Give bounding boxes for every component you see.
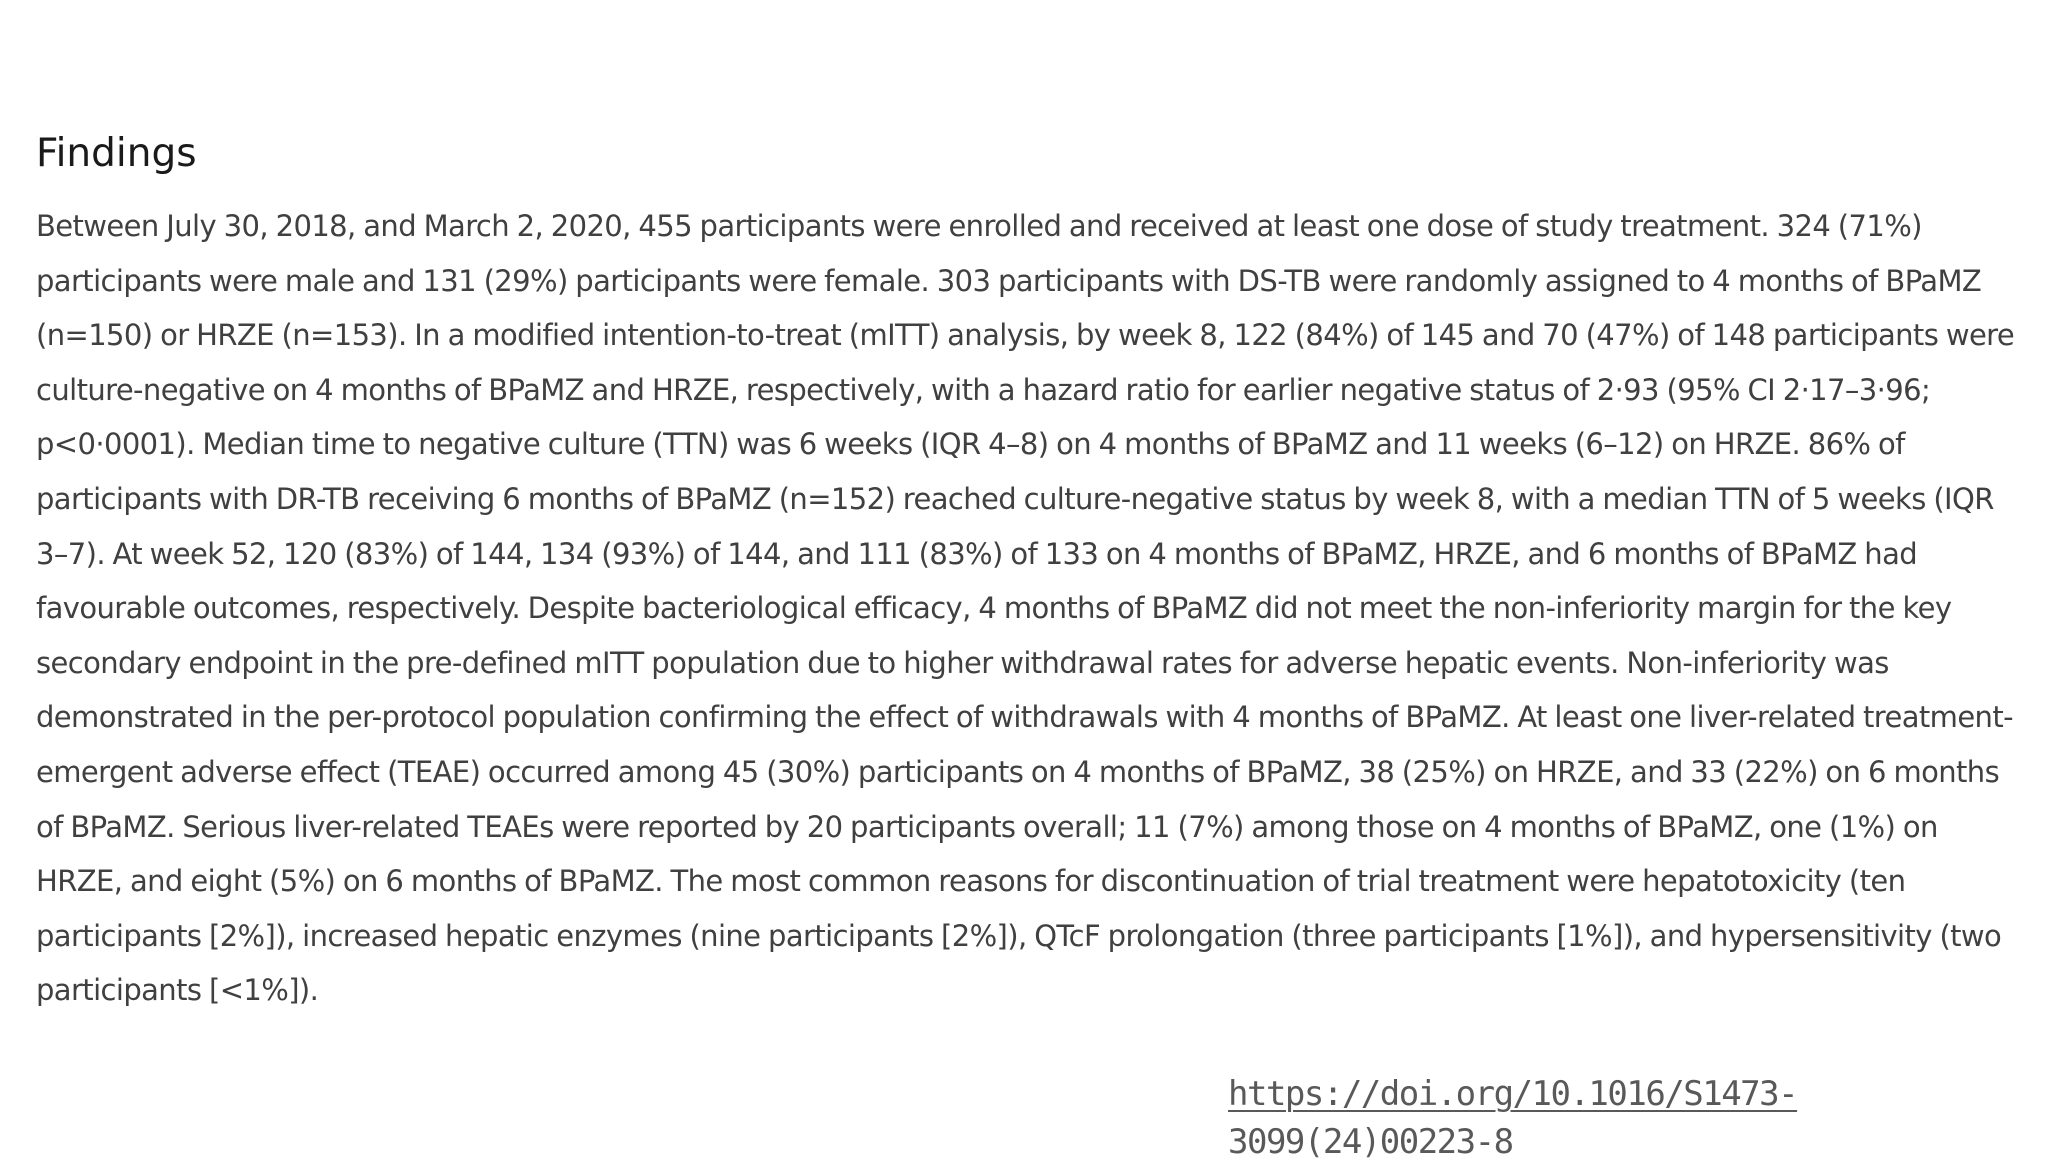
section-heading: Findings [36, 131, 197, 176]
findings-paragraph: Between July 30, 2018, and March 2, 2020, 455 participants were enrolled and received at least one dose of study treatment. 324 (71%) participants were male and 131 (29%) participants were female. 303 participants with DS-TB were randomly assigned to 4 months of BPaMZ (n=150) or HRZE (n=153). In a modified intention-to-treat (mITT) analysis, by week 8, 122 (84%) of 145 and 70 (47%) of 148 participants were culture-negative on 4 months of BPaMZ and HRZE, respectively, with a hazard ratio for earlier negative status of 2·93 (95% CI 2·17–3·96; p<0·0001). Median time to negative culture (TTN) was 6 weeks (IQR 4–8) on 4 months of BPaMZ and 11 weeks (6–12) on HRZE. 86% of participants with DR-TB receiving 6 months of BPaMZ (n=152) reached culture-negative status by week 8, with a median TTN of 5 weeks (IQR 3–7). At week 52, 120 (83%) of 144, 134 (93%) of 144, and 111 (83%) of 133 on 4 months of BPaMZ, HRZE, and 6 months of BPaMZ had favourable outcomes, respectively. Despite bacteriological efficacy, 4 months of BPaMZ did not meet the non-inferiority margin for the key secondary endpoint in the pre-defined mITT population due to higher withdrawal rates for adverse hepatic events. Non-inferiority was demonstrated in the per-protocol population confirming the effect of withdrawals with 4 months of BPaMZ. At least one liver-related treatment-emergent adverse effect (TEAE) occurred among 45 (30%) participants on 4 months of BPaMZ, 38 (25%) on HRZE, and 33 (22%) on 6 months of BPaMZ. Serious liver-related TEAEs were reported by 20 participants overall; 11 (7%) among those on 4 months of BPaMZ, one (1%) on HRZE, and eight (5%) on 6 months of BPaMZ. The most common reasons for discontinuation of trial treatment were hepatotoxicity (ten participants [2%]), increased hepatic enzymes (nine participants [2%]), QTcF prolongation (three participants [1%]), and hypersensitivity (two participants [<1%]). [36, 209, 2015, 1008]
doi-link-line-2[interactable]: 3099(24)00223-8 [1228, 1122, 1513, 1162]
findings-section [36, 130, 2026, 1018]
doi-link-line-1[interactable]: https://doi.org/10.1016/S1473- [1228, 1074, 1798, 1114]
